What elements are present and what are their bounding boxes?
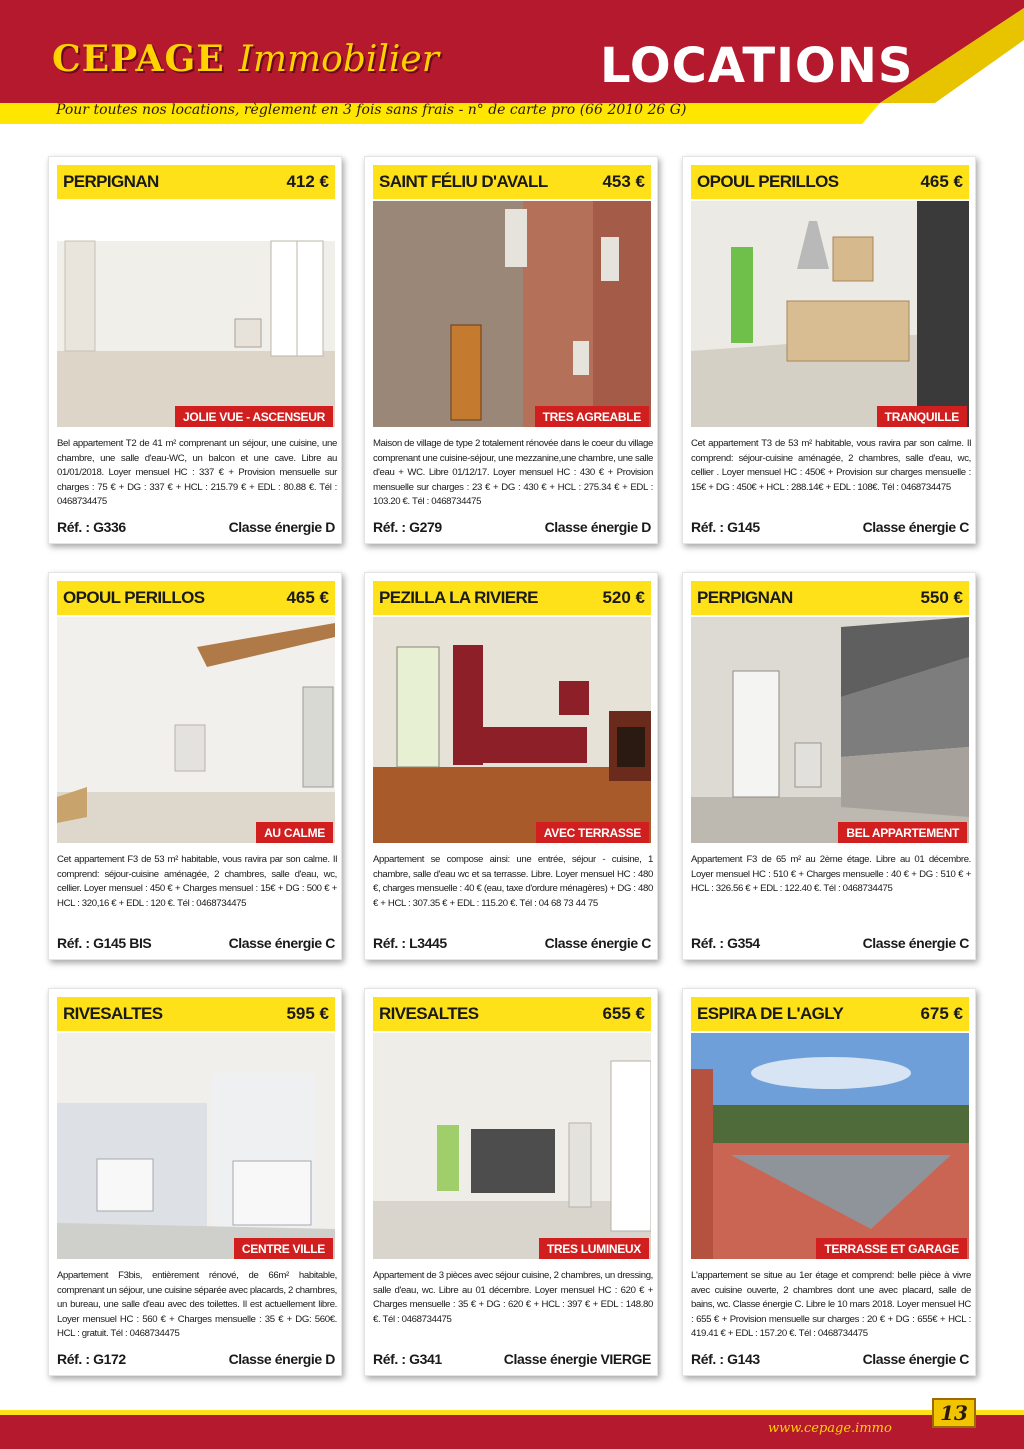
listing-description: Appartement se compose ainsi: une entrée, séjour - cuisine, 1 chambre, salle d'eau wc et sa terrasse. Libre. Loyer mensuel HC : 480 €, charges mensuelle : 40 € (eau, taxe d'ordure ménagères) + DG : 480 € + HCL : 307.35 € + EDL : 115.20 €. Tél : 04 68 73 44 75 <box>373 854 653 909</box>
listing-price: 465 € <box>286 588 329 607</box>
listing-price: 550 € <box>920 588 963 607</box>
listing-ref: Réf. : L3445 <box>373 935 447 951</box>
listing-ref: Réf. : G143 <box>691 1351 760 1367</box>
listing-footer <box>373 1351 651 1367</box>
listing-card[interactable] <box>48 988 342 1376</box>
listing-description: Appartement F3 de 65 m² au 2ème étage. Libre au 01 décembre. Loyer mensuel HC : 510 € + Charges mensuelle : 40 € + DG : 510 € + HCL : 326.56 € + EDL : 122.40 €. Tél : 0468734475 <box>691 854 971 894</box>
listing-card[interactable] <box>48 156 342 544</box>
listing-city: ESPIRA DE L'AGLY <box>697 1004 844 1023</box>
listing-footer <box>373 519 651 535</box>
listing-description: Bel appartement T2 de 41 m² comprenant un séjour, une cuisine, une chambre, une salle d'eau-WC, un balcon et une cave. Libre au 01/01/2018. Loyer mensuel HC : 337 € + Provision mensuelle sur charges : 75 € + DG : 337 € + HCL : 215.79 € + EDL : 80.88 €. Tél : 0468734475 <box>57 438 337 507</box>
listing-energy-class: Classe énergie D <box>228 1351 335 1367</box>
listing-price: 465 € <box>920 172 963 191</box>
listing-energy-class: Classe énergie C <box>228 935 335 951</box>
listing-footer <box>57 1351 335 1367</box>
white-kitchen-tiles-icon <box>57 1033 335 1259</box>
listing-description: Cet appartement T3 de 53 m² habitable, vous ravira par son calme. Il comprend: séjour-cuisine aménagée, 2 chambres, salle d'eau, wc, cellier . Loyer mensuel HC : 450€ + Provision sur charges mensuelle : 15€ + DG : 450€ + HCL : 288.14€ + EDL : 108€. Tél : 0468734475 <box>691 438 971 493</box>
listing-header <box>373 581 651 615</box>
listing-city: OPOUL PERILLOS <box>63 588 205 607</box>
listing-footer <box>691 1351 969 1367</box>
listing-header <box>373 165 651 199</box>
listing-city: SAINT FÉLIU D'AVALL <box>379 172 548 191</box>
listing-badge: BEL APPARTEMENT <box>838 822 967 843</box>
listing-energy-class: Classe énergie C <box>862 519 969 535</box>
listing-card[interactable] <box>364 988 658 1376</box>
listing-header <box>57 581 335 615</box>
listing-footer <box>691 519 969 535</box>
stone-house-facade-icon <box>373 201 651 427</box>
brand-logo <box>52 38 439 80</box>
listing-footer <box>691 935 969 951</box>
listing-ref: Réf. : G341 <box>373 1351 442 1367</box>
listing-badge: TERRASSE ET GARAGE <box>816 1238 967 1259</box>
listing-energy-class: Classe énergie VIERGE <box>503 1351 651 1367</box>
brand-subname: Immobilier <box>238 39 439 80</box>
listing-card[interactable] <box>364 156 658 544</box>
listing-card[interactable] <box>48 572 342 960</box>
listing-badge: AVEC TERRASSE <box>536 822 649 843</box>
page-title: LOCATIONS <box>600 38 914 94</box>
page-header <box>0 0 1024 130</box>
listing-description: Cet appartement F3 de 53 m² habitable, vous ravira par son calme. Il comprend: séjour-cuisine aménagée, 2 chambres, salle d'eau, wc, cellier. Loyer mensuel : 450 € + Charges mensuel : 15€ + DG : 500 € + HCL : 320,16 € + EDL : 120 €. Tél : 0468734475 <box>57 854 337 909</box>
listing-header <box>57 997 335 1031</box>
listing-city: PERPIGNAN <box>697 588 793 607</box>
listing-ref: Réf. : G172 <box>57 1351 126 1367</box>
listing-description: L'appartement se situe au 1er étage et comprend: belle pièce à vivre avec cuisine ouverte, 2 chambres dont une avec placard, salle de bains, wc. Classe énergie C. Libre le 10 mars 2018. Loyer mensuel HC : 655 € + Provision mensuelle sur charges : 20 € + DG : 655€ + HCL : 419.41 € + EDL : 157.20 €. Tél : 0468734475 <box>691 1270 971 1339</box>
brand-name: CEPAGE <box>52 38 225 80</box>
listing-description: Maison de village de type 2 totalement rénovée dans le coeur du village comprenant une cuisine-séjour, une mezzanine,une chambre, une salle d'eau + WC. Libre 01/12/17. Loyer mensuel HC : 430 € + Provision mensuelle sur charges : 23 € + DG : 430 € + HCL : 275.34 € + EDL : 103.20 €. Tél : 0468734475 <box>373 438 654 507</box>
listing-city: PEZILLA LA RIVIERE <box>379 588 538 607</box>
listing-card[interactable] <box>364 572 658 960</box>
listing-price: 595 € <box>286 1004 329 1023</box>
listing-ref: Réf. : G354 <box>691 935 760 951</box>
listing-footer <box>57 519 335 535</box>
listing-energy-class: Classe énergie C <box>862 935 969 951</box>
listing-ref: Réf. : G145 BIS <box>57 935 152 951</box>
page-number: 13 <box>932 1398 976 1428</box>
listing-city: OPOUL PERILLOS <box>697 172 839 191</box>
listing-city: RIVESALTES <box>63 1004 163 1023</box>
kitchen-green-door-icon <box>691 201 969 427</box>
listing-badge: AU CALME <box>256 822 333 843</box>
listing-card[interactable] <box>682 572 976 960</box>
listing-energy-class: Classe énergie D <box>228 519 335 535</box>
room-wood-beam-icon <box>57 617 335 843</box>
listing-header <box>691 165 969 199</box>
listing-price: 675 € <box>920 1004 963 1023</box>
listing-price: 655 € <box>602 1004 645 1023</box>
listing-energy-class: Classe énergie C <box>544 935 651 951</box>
listing-price: 453 € <box>602 172 645 191</box>
tagline: Pour toutes nos locations, règlement en 3 fois sans frais - n° de carte pro (66 2010 26 G) <box>56 102 687 118</box>
listing-description: Appartement F3bis, entièrement rénové, de 66m² habitable, comprenant un séjour, une cuisine séparée avec placards, 2 chambres, un bureau, une salle d'eau avec des toilettes. Il est actuellement libre. Loyer mensuel HC : 560 € + Charges mensuelle : 35 € + DG: 560€. HCL : gratuit. Tél : 0468734475 <box>57 1270 337 1339</box>
listing-energy-class: Classe énergie C <box>862 1351 969 1367</box>
listing-energy-class: Classe énergie D <box>544 519 651 535</box>
listing-header <box>373 997 651 1031</box>
room-empty-window-icon <box>57 201 335 427</box>
listing-header <box>691 997 969 1031</box>
listing-ref: Réf. : G279 <box>373 519 442 535</box>
listing-description: Appartement de 3 pièces avec séjour cuisine, 2 chambres, un dressing, salle d'eau, wc. Libre au 01 décembre. Loyer mensuel HC : 620 € + Charges mensuelle : 35 € + DG : 620 € + HCL : 397 € + EDL : 148.80 €. Tél : 0468734475 <box>373 1270 653 1325</box>
bright-room-kitchen-icon <box>373 1033 651 1259</box>
listing-header <box>57 165 335 199</box>
listing-price: 520 € <box>602 588 645 607</box>
listing-price: 412 € <box>286 172 329 191</box>
listing-ref: Réf. : G145 <box>691 519 760 535</box>
listing-footer <box>373 935 651 951</box>
listing-header <box>691 581 969 615</box>
listing-ref: Réf. : G336 <box>57 519 126 535</box>
kitchen-grey-tiles-icon <box>691 617 969 843</box>
website-link[interactable]: www.cepage.immo <box>768 1421 892 1436</box>
listing-badge: TRANQUILLE <box>877 406 967 427</box>
listing-badge: TRES AGREABLE <box>535 406 649 427</box>
listing-card[interactable] <box>682 988 976 1376</box>
living-room-fireplace-icon <box>373 617 651 843</box>
listing-badge: TRES LUMINEUX <box>539 1238 649 1259</box>
listing-badge: CENTRE VILLE <box>234 1238 333 1259</box>
listing-card[interactable] <box>682 156 976 544</box>
listing-city: PERPIGNAN <box>63 172 159 191</box>
listing-city: RIVESALTES <box>379 1004 479 1023</box>
terrace-sky-icon <box>691 1033 969 1259</box>
listing-footer <box>57 935 335 951</box>
listing-badge: JOLIE VUE - ASCENSEUR <box>175 406 333 427</box>
